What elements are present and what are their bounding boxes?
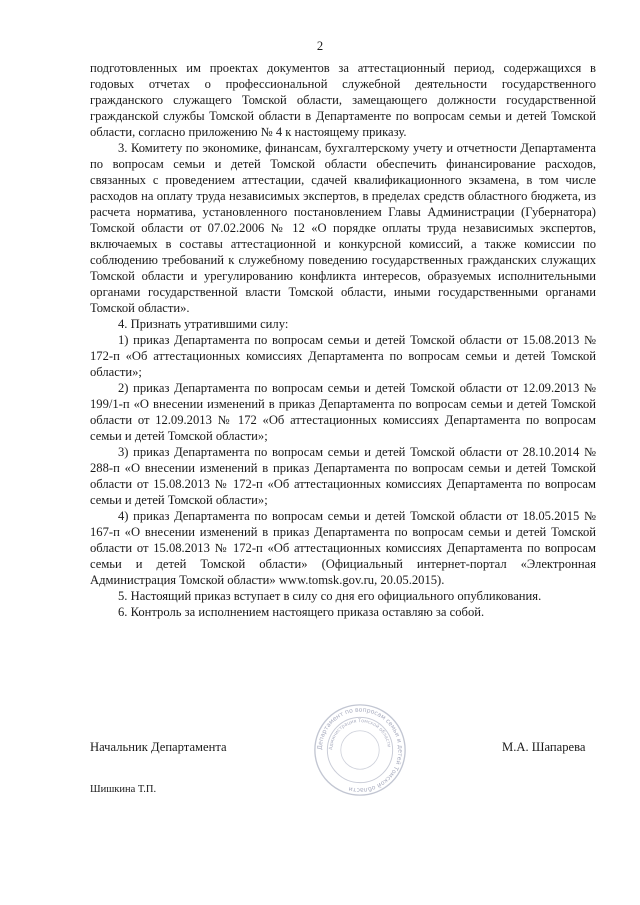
signatory-name: М.А. Шапарева	[502, 740, 586, 754]
paragraph-item-5: 5. Настоящий приказ вступает в силу со дня его официального опубликования.	[118, 589, 542, 603]
svg-text:Администрация Томской области	[328, 718, 391, 750]
paragraph-subitem-4: 4) приказ Департамента по вопросам семьи и детей Томской области от 18.05.2015 № 167-п «О внесении изменений в приказ Департамента по вопросам семьи и детей Томской области от 15.08.2013 № 172-п «Об аттестационных комиссиях Департамента по вопросам семьи и детей Томской области» (Официальный интернет-портал «Электронная Администрация Томской области» www.tomsk.gov.ru, 20.05.2015).	[90, 509, 596, 587]
paragraph-continuation: подготовленных им проектах документов за аттестационный период, содержащихся в годовых отчетах о профессиональной служебной деятельности государственного гражданского служащего Томской области, замещающего должности государственной гражданской службы Томской области в Департаменте по вопросам семьи и детей Томской области, согласно приложению № 4 к настоящему приказу.	[90, 61, 596, 139]
page-number: 2	[316, 39, 324, 53]
paragraph-item-4: 4. Признать утратившими силу:	[118, 317, 289, 331]
official-seal-graphic	[312, 702, 408, 798]
paragraph-subitem-3: 3) приказ Департамента по вопросам семьи и детей Томской области от 28.10.2014 № 288-п «О внесении изменений в приказ Департамента по вопросам семьи и детей Томской области от 15.08.2013 № 172-п «Об аттестационных комиссиях Департамента по вопросам семьи и детей Томской области»;	[90, 445, 596, 507]
paragraph-item-3: 3. Комитету по экономике, финансам, бухгалтерскому учету и отчетности Департамента по вопросам семьи и детей Томской области обеспечить финансирование расходов, связанных с проведением аттестации, сдачей квалификационного экзамена, в том числе расходов на оплату труда независимых экспертов, в пределах средств областного бюджета, из расчета норматива, установленного постановлением Главы Администрации (Губернатора) Томской области от 07.02.2006 № 12 «О порядке оплаты труда независимых экспертов, включаемых в составы аттестационной и конкурсной комиссий, а также комиссии по соблюдению требований к служебному поведению государственных гражданских служащих Томской области и урегулированию конфликта интересов, образуемых исполнительными органами государственной власти Томской области, иными государственными органами Томской области».	[90, 141, 596, 315]
paragraph-item-6: 6. Контроль за исполнением настоящего приказа оставляю за собой.	[118, 605, 485, 619]
paragraph-subitem-2: 2) приказ Департамента по вопросам семьи и детей Томской области от 12.09.2013 № 199/1-п «О внесении изменений в приказ Департамента по вопросам семьи и детей Томской области от 12.09.2013 № 172 «Об аттестационных комиссиях Департамента по вопросам семьи и детей Томской области»;	[90, 381, 596, 443]
seal-outer-text: Департамент по вопросам семьи и детей Томской области	[316, 706, 404, 794]
seal-inner-text: Администрация Томской области	[329, 719, 391, 751]
executor-name: Шишкина Т.П.	[90, 784, 157, 795]
signatory-title: Начальник Департамента	[90, 740, 227, 754]
document-body	[90, 60, 596, 620]
official-seal	[312, 702, 408, 798]
paragraph-subitem-1: 1) приказ Департамента по вопросам семьи и детей Томской области от 15.08.2013 № 172-п «Об аттестационных комиссиях Департамента по вопросам семьи и детей Томской области»;	[90, 333, 596, 379]
